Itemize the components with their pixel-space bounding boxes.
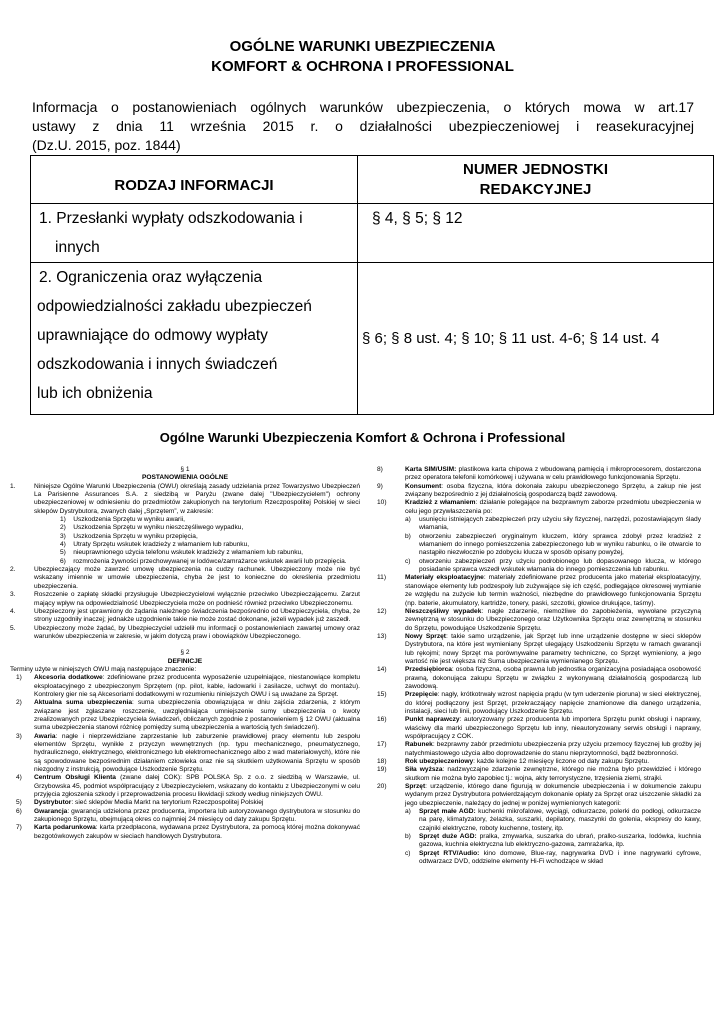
column-header-unit-line: REDAKCYJNEJ — [479, 180, 592, 198]
definition-term: Kradzież z włamaniem — [405, 499, 476, 507]
definition-term: Centrum Obsługi Klienta — [34, 774, 116, 782]
definition-text: : nadzwyczajne zdarzenie zewnętrzne, którego nie można było przewidzieć i którego skutkom nie można było zapobiec tj.: wojna, akty terrorystyczne, trzęsienia ziemi, strajki. — [405, 766, 701, 782]
item-number: 15) — [377, 691, 387, 699]
list-item — [405, 850, 701, 867]
paragraph-heading: DEFINICJE — [167, 657, 203, 665]
intro-line: ustawy z dnia 11 września 2015 r. o działalności ubezpieczeniowej i reasekuracyjnej — [32, 118, 694, 134]
left-column — [10, 466, 360, 841]
list-item — [405, 833, 701, 850]
paragraph-heading: POSTANOWIENIA OGÓLNE — [141, 474, 229, 482]
item-number: 4. — [10, 607, 16, 615]
category-term: Sprzęt duże AGD: — [419, 833, 477, 841]
row2-unit-reference — [358, 263, 714, 415]
definition-item — [10, 799, 360, 807]
definition-text: : takie samo urządzenie, jak Sprzęt lub inne urządzenie dostępne w sieci sklepów Dystrybutora, na które jest wymieniany Sprzęt ulegający Uszkodzeniu Sprzętu w ramach gwarancji lub rękojmi; nowy Sprzęt ma porównywalne parametry techniczne, co Sprzęt wymieniony, a jego wartość nie jest większa niż Suma ubezpieczenia wymienianego Sprzętu. — [405, 632, 701, 665]
list-item: 3) Uszkodzenia Sprzętu w wyniku przepięcia, — [60, 532, 198, 540]
definition-item — [10, 808, 360, 825]
definition-text: : urządzenie, którego dane figurują w dokumencie ubezpieczenia i w dokumencie zakupu wydanym przez Dystrybutora potwierdzającym dokonanie opłaty za Sprzęt oraz uiszczenie składki za jego ubezpieczenie, należący do jednej w poniżej wymienionych kategorii: — [405, 783, 701, 807]
definition-term: Punkt naprawczy — [405, 716, 460, 724]
row-reference-text: § 4, § 5; § 12 — [372, 210, 463, 227]
item-letter: a) — [405, 808, 411, 816]
item-number: 1. — [10, 482, 16, 490]
information-table — [30, 155, 714, 415]
item-letter: b) — [405, 833, 411, 841]
column-header-unit-line: NUMER JEDNOSTKI — [462, 160, 608, 178]
item-text: Roszczenie o zapłatę składki przysługuje Ubezpieczycielowi wyłącznie przeciwko Ubezpieczającemu. Zarzut mający wpływ na odpowiedzialność Ubezpieczyciela może on podnieść również przeciwko Ubezpieczonemu. — [34, 591, 360, 607]
row-text-line: 2. Ograniczenia oraz wyłączenia — [39, 269, 263, 286]
intro-line: (Dz.U. 2015, poz. 1844) — [32, 137, 181, 153]
row-text-line: odpowiedzialności zakładu ubezpieczeń — [37, 298, 312, 315]
list-item: 5) nieuprawnionego użycia telefonu wskutek kradzieży z włamaniem lub rabunku, — [60, 549, 303, 557]
item-number: 2. — [10, 566, 16, 574]
item-text: otworzeniu zabezpieczeń oryginalnym kluczem, który sprawca zdobył przez kradzież z włamaniem do innego pomieszczenia zabezpieczonego lub w wyniku rabunku, o ile otwarcie to nastąpiło niezwłocznie po zdobyciu klucza w sposób opisany powyżej, — [419, 532, 701, 557]
list-item — [405, 516, 701, 533]
definition-item — [377, 783, 701, 808]
category-term: Sprzęt małe AGD: — [419, 808, 476, 816]
definition-term: Nieszczęśliwy wypadek — [405, 607, 482, 615]
item-text: usunięciu istniejących zabezpieczeń przy użyciu siły fizycznej, narzędzi, pozostawiającym ślady włamania, — [419, 516, 701, 532]
item-letter: c) — [405, 849, 411, 857]
definition-term: Awaria — [34, 732, 56, 740]
item-text: otworzeniu zabezpieczeń przy użyciu podrobionego lub dopasowanego klucza, w którego posiadanie sprawca wszedł wskutek włamania do innego pomieszczenia lub rabunku. — [419, 557, 701, 574]
list-item — [10, 608, 360, 625]
definition-text: : gwarancja udzielona przez producenta, importera lub autoryzowanego dystrybutora w stosunku do zakupionego Sprzętu, obejmującą okres co najmniej 24 miesięcy od daty zakupu Sprzętu. — [34, 807, 360, 824]
definition-term: Nowy Sprzęt — [405, 632, 446, 640]
definition-term: Przedsiębiorca — [405, 666, 452, 674]
item-number: 20) — [377, 783, 387, 791]
definition-text: : bezprawny zabór przedmiotu ubezpieczenia przy użyciu przemocy fizycznej lub groźby jej natychmiastowego użycia albo doprowadzenie do stanu nieprzytomności, bądź bezbronności. — [405, 741, 701, 757]
item-letter: a) — [405, 516, 411, 524]
list-item — [405, 808, 701, 833]
item-number: 16) — [377, 716, 387, 724]
definition-text: : działanie polegające na bezprawnym zaborze przedmiotu ubezpieczenia w celu jego przywłaszczenia po: — [405, 499, 702, 515]
list-item — [10, 625, 360, 642]
definition-item — [10, 699, 360, 732]
category-term: Sprzęt RTV/Audio: — [419, 849, 480, 857]
item-text: Ubezpieczony jest uprawniony do żądania należnego świadczenia bezpośrednio od Ubezpieczyciela, chyba, że strony uzgodniły inaczej; jednakże uzgodnienie takie nie może zostać dokonane, jeżeli wypadek już zaszedł. — [34, 607, 360, 624]
definition-text: : zdefiniowane przez producenta wyposażenie uzupełniające, niestanowiące kompletu eksploatacyjnego z ubezpieczonym Sprzętem (np. pilot, kable, ładowarki i zasilacze, uchwyt do montażu). Kontrolery gier nie są Akcesoriami dodatkowymi w rozumieniu niniejszych OWU i są uważane za Sprzęt. — [34, 674, 360, 698]
item-number: 6) — [16, 807, 22, 815]
row1-unit-reference — [358, 204, 714, 263]
definition-term: Dystrybutor — [34, 799, 72, 807]
definition-term: Gwarancja — [34, 807, 68, 815]
definition-item — [10, 733, 360, 775]
row-text-line: innych — [55, 239, 100, 256]
item-number: 5. — [10, 624, 16, 632]
row-text-line: 1. Przesłanki wypłaty odszkodowania i — [39, 210, 303, 227]
item-text: Ubezpieczający może zawrzeć umowę ubezpieczenia na cudzy rachunek. Ubezpieczony może nie być wskazany imiennie w umowie ubezpieczenia, chyba że jest to konieczne do określenia przedmiotu ubezpieczenia. — [34, 566, 360, 590]
item-number: 5) — [16, 799, 22, 807]
definition-item — [377, 633, 701, 666]
definition-text: (zwane dalej COK): SPB POLSKA Sp. z o.o. z siedzibą w Warszawie, ul. Grzybowska 45, podmiot współpracujący z Ubezpieczycielem, wskazany do kontaktu z Ubezpieczonymi w celu przyjęcia zgłoszenia szkody i przeprowadzenia procesu likwidacji szkody według niniejszych OWU. — [34, 774, 360, 799]
item-number: 14) — [377, 666, 387, 674]
item-number: 18) — [377, 758, 387, 766]
definition-item — [377, 608, 701, 633]
sublist — [377, 808, 701, 866]
row-text-line: uprawniające do odmowy wypłaty — [37, 327, 268, 344]
item-letter: c) — [405, 557, 411, 565]
item-number: 8) — [377, 466, 383, 473]
definition-item — [377, 716, 701, 741]
definition-item — [377, 483, 701, 500]
definition-text: : nagłe zdarzenie, niemożliwe do zapobieżenia, wywołane przyczyną zewnętrzną w stosunku do Ubezpieczonego oraz Użytkownika Sprzętu oraz zewnętrzną w stosunku do Sprzętu, powodujące Uszkodzenie Sprzętu. — [405, 607, 701, 632]
item-number: 12) — [377, 607, 387, 615]
item-number: 1) — [16, 674, 22, 682]
list-item — [10, 566, 360, 591]
paragraph-number: § 2 — [180, 649, 190, 657]
definition-term: Karta SIM/USIM: — [405, 466, 457, 473]
definition-text: plastikowa karta chipowa z wbudowaną pamięcią i mikroprocesorem, dostarczona przez operatora telefonii komórkowej i używana w celu prawidłowego funkcjonowania Sprzętu. — [405, 466, 701, 482]
definition-text: : nagły, krótkotrwały wzrost napięcia prądu (w tym uderzenie pioruna) w sieci elektrycznej, do której podłączony jest Sprzęt, przekraczający napięcie znamionowe dla danego urządzenia, instalacji, sieci lub linii, powodujący Uszkodzenie Sprzętu. — [405, 691, 701, 715]
definition-item — [377, 741, 701, 758]
definition-item — [377, 574, 701, 607]
intro-paragraph — [32, 98, 694, 155]
row-text-line: odszkodowania i innych świadczeń — [37, 356, 278, 373]
list-item — [405, 533, 701, 558]
definition-item — [10, 674, 360, 699]
list-item: 1) Uszkodzenia Sprzętu w wyniku awarii, — [60, 516, 185, 524]
definition-term: Przepięcie — [405, 691, 438, 699]
definition-term: Rok ubezpieczeniowy — [405, 758, 474, 766]
definition-item — [377, 758, 701, 766]
item-number: 3. — [10, 591, 16, 599]
item-number: 11) — [377, 574, 387, 582]
definition-text: : sieć sklepów Media Markt na terytorium Rzeczpospolitej Polskiej — [71, 799, 264, 807]
list-item: 4) Utraty Sprzętu wskutek kradzieży z włamaniem lub rabunku, — [60, 541, 250, 549]
column-header-info-type — [31, 156, 358, 204]
item-text: kuchenki mikrofalowe, wyciągi, odkurzacze, polerki do podłogi, odkurzacze na parę, klimatyzatory, żelazka, suszarki, depilatory, maszynki do golenia, ekspresy do kawy, czajniki elektryczne, roboty kuchenne, tostery, itp. — [419, 808, 701, 832]
item-number: 2) — [16, 699, 22, 707]
definition-item — [377, 466, 701, 483]
item-number: 17) — [377, 741, 387, 749]
definition-item — [377, 766, 701, 783]
definition-text: : osoba fizyczna, osoba prawna lub jednostka organizacyjna posiadająca osobowość prawną, dokonująca zakupu Sprzętu w związku z wykonywaną działalnością gospodarczą lub zawodową. — [405, 666, 701, 690]
definition-term: Karta podarunkowa — [34, 824, 96, 832]
item-number: 7) — [16, 824, 22, 832]
item-text: Niniejsze Ogólne Warunki Ubezpieczenia (OWU) określają zasady udzielania przez Towarzystwo Ubezpieczeń La Parisienne Assurances S.A. z siedzibą w Paryżu (zwane dalej "Ubezpieczycielem") ochrony ubezpieczeniowej w odniesieniu do przedmiotów zakupionych na terytorium Rzeczpospolitej Polskiej w sieci sklepów Dystrybutora, zwanych dalej „Sprzętem”, w zakresie: — [34, 482, 360, 515]
definition-item — [377, 499, 701, 516]
item-number: 19) — [377, 766, 387, 774]
list-item: 2) Uszkodzenia Sprzętu w wyniku nieszczęśliwego wypadku, — [60, 524, 244, 532]
list-item: 6) rozmrożenia żywności przechowywanej w lodówce/zamrażarce wskutek awarii lub przepięcia. — [60, 557, 347, 565]
right-column — [377, 466, 701, 867]
document-title-line2: KOMFORT & OCHRONA I PROFESSIONAL — [211, 58, 514, 75]
item-text: Ubezpieczony może żądać, by Ubezpieczyciel udzielił mu informacji o postanowieniach zawartej umowy oraz warunków ubezpieczenia w zakresie, w jakim dotyczą praw i obowiązków Ubezpieczonego. — [34, 624, 360, 640]
sublist — [10, 516, 360, 566]
definition-text: : osoba fizyczna, która dokonała zakupu ubezpieczonego Sprzętu, a zakup nie jest związany bezpośrednio z jej działalnością gospodarczą bądź zawodową. — [405, 482, 701, 499]
definition-text: : autoryzowany przez producenta lub importera Sprzętu punkt obsługi i naprawy, właściwy dla marki ubezpieczonego Sprzętu lub inny, nieautoryzowany serwis obsługi i naprawy, współpracujący z COK. — [405, 716, 701, 740]
item-letter: b) — [405, 532, 411, 540]
section-title: Ogólne Warunki Ubezpieczenia Komfort & Ochrona i Professional — [159, 430, 566, 445]
item-text: pralka, zmywarka, suszarka do ubrań, pralko-suszarka, lodówka, kuchnia gazowa, kuchnia elektryczna lub elektryczno-gazowa, zamrażarka, itp. — [419, 833, 701, 849]
row2-info-type — [31, 263, 358, 415]
document-title-line1: OGÓLNE WARUNKI UBEZPIECZENIA — [229, 38, 496, 55]
definition-term: Materiały eksploatacyjne — [405, 574, 484, 582]
item-number: 10) — [377, 499, 387, 507]
row-text-line: lub ich obniżenia — [37, 385, 153, 402]
definition-term: Aktualna suma ubezpieczenia — [34, 699, 133, 707]
definition-item — [10, 774, 360, 799]
definition-text: : karta przedpłacona, wydawana przez Dystrybutora, za pomocą której można dokonywać bezgotówkowych zakupów w sieciach handlowych Dystrybutora. — [34, 824, 361, 840]
definition-term: Sprzęt — [405, 783, 426, 791]
row-reference-text: § 6; § 8 ust. 4; § 10; § 11 ust. 4-6; § 14 ust. 4 — [362, 330, 660, 347]
definition-term: Konsument — [405, 482, 442, 490]
list-item — [10, 483, 360, 516]
definition-item — [10, 824, 360, 841]
definition-item — [377, 666, 701, 691]
definition-term: Siła wyższa — [405, 766, 443, 774]
definitions-intro: Terminy użyte w niniejszych OWU mają następujące znaczenie: — [10, 665, 197, 673]
item-number: 9) — [377, 482, 383, 490]
list-item — [10, 591, 360, 608]
definition-text: : nagłe i nieprzewidziane zaprzestanie lub zaburzenie prawidłowej pracy elementu lub zespołu elementów Sprzętu, wynikłe z przyczyn wewnętrznych (np. typu mechanicznego, pneumatycznego, hydraulicznego, elektrycznego, elektronicznego lub elektromechanicznego albo z wad materiałowych), które nie są spowodowane bezpośrednim działaniem człowieka oraz nie są skutkiem użytkowania Sprzętu w sposób niezgodny z instrukcją, powodujące Uszkodzenie Sprzętu. — [34, 732, 360, 774]
table-row — [31, 263, 714, 415]
definition-text: : każde kolejne 12 miesięcy liczone od daty zakupu Sprzętu. — [473, 758, 650, 766]
column-header-info-type-label: RODZAJ INFORMACJI — [114, 177, 274, 194]
definition-item — [377, 691, 701, 716]
definition-text: : materiały zdefiniowane przez producenta jako materiał eksploatacyjny, stanowiące elementy lub podzespoły lub zużywające się ich część, podlegające okresowej wymianie ze względu na zużycie lub termin ważności, niezbędne do prawidłowego funkcjonowania Sprzętu (np. baterie, akumulatory, kartridże, tonery, paski, szczotki, głowice drukujące, taśmy). — [405, 574, 701, 607]
item-text: kino domowe, Blue-ray, nagrywarka DVD i inne nagrywarki cyfrowe, odtwarzacz DVD, oddzielne elementy Hi-Fi wchodzące w skład — [419, 849, 701, 866]
intro-line: Informacja o postanowieniach ogólnych warunków ubezpieczenia, o których mowa w art.17 — [32, 99, 694, 115]
definition-term: Akcesoria dodatkowe — [34, 674, 103, 682]
item-number: 4) — [16, 774, 22, 782]
definition-text: : suma ubezpieczenia obowiązująca w dniu zajścia zdarzenia, z którym związane jest zgłaszane roszczenie, uwzględniająca umniejszenie sumy ubezpieczenia o kwoty zrealizowanych przez Ubezpieczyciela świadczeń, obliczanych zgodnie z postanowieniem § 12 OWU (aktualna suma ubezpieczenia stanowi różnicę pomiędzy sumą ubezpieczenia a wartością tych świadczeń). — [34, 699, 360, 732]
table-row — [31, 204, 714, 263]
paragraph-number: § 1 — [180, 466, 190, 473]
item-number: 13) — [377, 632, 387, 640]
item-number: 3) — [16, 732, 22, 740]
definition-term: Rabunek — [405, 741, 433, 749]
sublist — [377, 516, 701, 574]
row1-info-type — [31, 204, 358, 263]
column-header-unit-number — [358, 156, 714, 204]
list-item — [405, 558, 701, 575]
